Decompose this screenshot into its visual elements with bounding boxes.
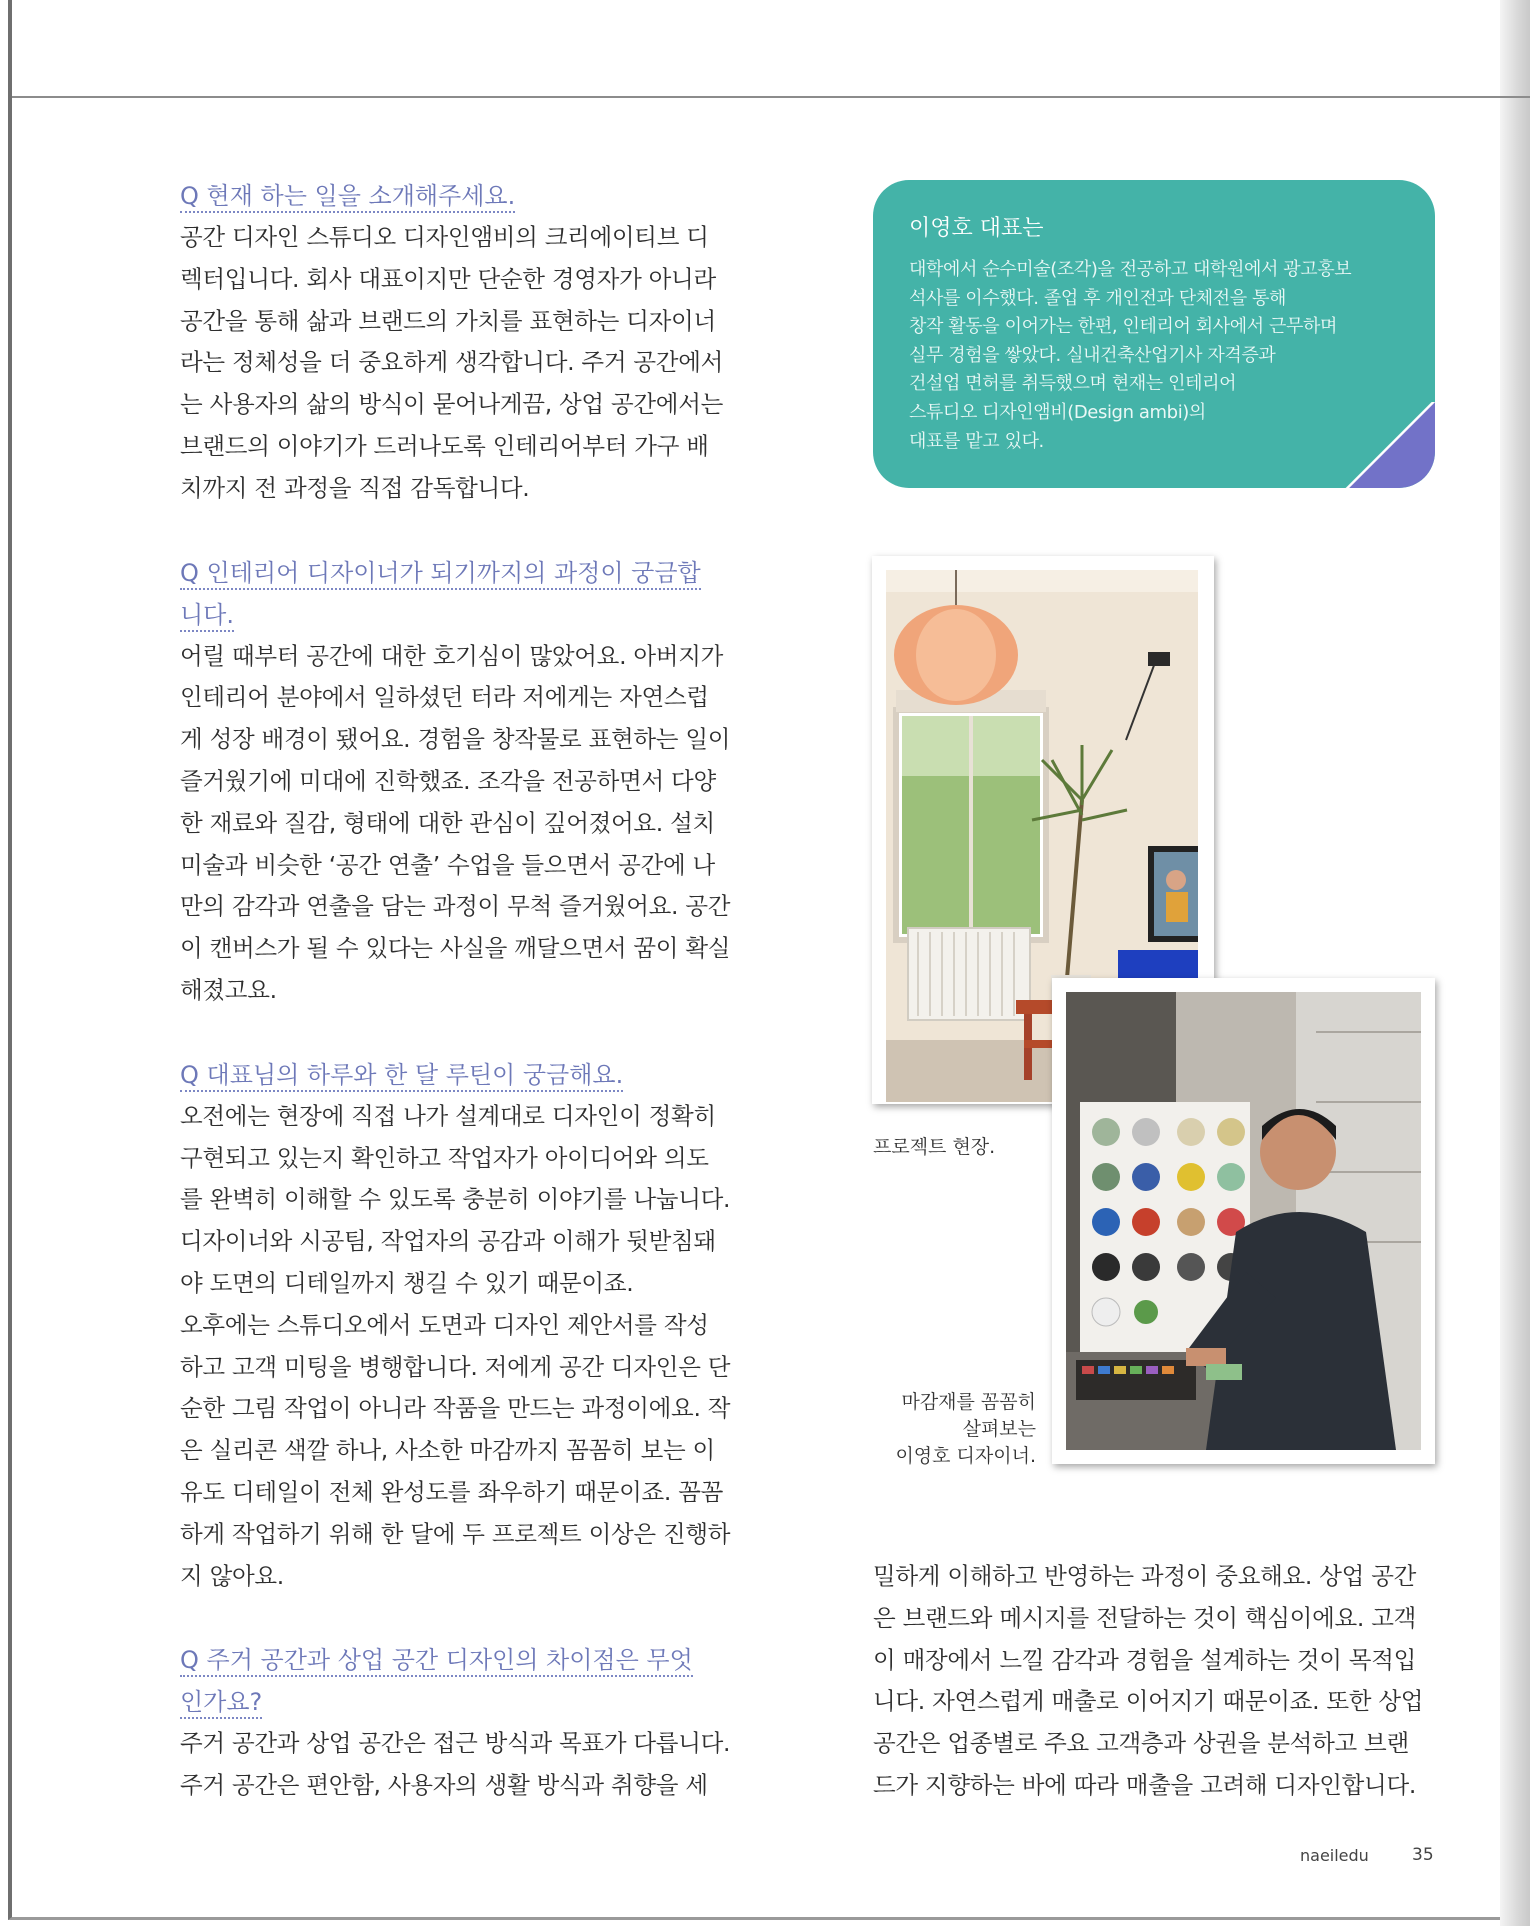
answer-line: 만의 감각과 연출을 담는 과정이 무척 즐거웠어요. 공간 bbox=[180, 892, 731, 921]
left-column bbox=[180, 175, 740, 1849]
answer-line: 치까지 전 과정을 직접 감독합니다. bbox=[180, 473, 530, 502]
answer-line: 유도 디테일이 전체 완성도를 좌우하기 때문이죠. 꼼꼼 bbox=[180, 1477, 724, 1506]
answer-4 bbox=[180, 1723, 740, 1807]
right-column bbox=[873, 1556, 1435, 1807]
answer-line: 인테리어 분야에서 일하셨던 터라 저에게는 자연스럽 bbox=[180, 683, 709, 712]
answer-line: 하게 작업하기 위해 한 달에 두 프로젝트 이상은 진행하 bbox=[180, 1519, 731, 1548]
answer-line: 는 사용자의 삶의 방식이 묻어나게끔, 상업 공간에서는 bbox=[180, 390, 724, 419]
answer-line: 이 매장에서 느낄 감각과 경험을 설계하는 것이 목적입 bbox=[873, 1645, 1417, 1674]
answer-line: 순한 그림 작업이 아니라 작품을 만드는 과정이에요. 작 bbox=[180, 1394, 731, 1423]
answer-line: 주거 공간과 상업 공간은 접근 방식과 목표가 다릅니다. bbox=[180, 1729, 731, 1758]
answer-line: 해졌고요. bbox=[180, 975, 277, 1004]
answer-line: 한 재료와 질감, 형태에 대한 관심이 깊어졌어요. 설치 bbox=[180, 808, 715, 837]
answer-line: 공간 디자인 스튜디오 디자인앰비의 크리에이티브 디 bbox=[180, 223, 709, 251]
answer-line: 구현되고 있는지 확인하고 작업자가 아이디어와 의도 bbox=[180, 1143, 709, 1172]
question-line: 니다. bbox=[180, 601, 234, 632]
profile-line: 실무 경험을 쌓았다. 실내건축산업기사 자격증과 bbox=[909, 344, 1276, 366]
profile-line: 스튜디오 디자인앰비(Design ambi)의 bbox=[909, 401, 1206, 423]
page-edge-shadow bbox=[1500, 0, 1530, 1926]
profile-line: 대학에서 순수미술(조각)을 전공하고 대학원에서 광고홍보 bbox=[909, 259, 1352, 280]
answer-line: 디자이너와 시공팀, 작업자의 공감과 이해가 뒷받침돼 bbox=[180, 1227, 716, 1256]
answer-line: 은 실리콘 색깔 하나, 사소한 마감까지 꼼꼼히 보는 이 bbox=[180, 1436, 715, 1465]
caption-line: 살펴보는 bbox=[962, 1418, 1036, 1440]
question-4 bbox=[180, 1639, 740, 1723]
profile-box bbox=[873, 180, 1435, 488]
page-number: 35 bbox=[1412, 1845, 1434, 1865]
designer-photo bbox=[1052, 978, 1435, 1464]
answer-line: 야 도면의 디테일까지 챙길 수 있기 때문이죠. bbox=[180, 1268, 634, 1297]
profile-body bbox=[909, 256, 1401, 456]
answer-line: 주거 공간은 편안함, 사용자의 생활 방식과 취향을 세 bbox=[180, 1771, 708, 1800]
question-line: 인가요? bbox=[180, 1688, 262, 1719]
answer-line: 지 않아요. bbox=[180, 1561, 284, 1590]
designer-illustration bbox=[1066, 992, 1421, 1450]
answer-3 bbox=[180, 1096, 740, 1598]
profile-line: 석사를 이수했다. 졸업 후 개인전과 단체전을 통해 bbox=[909, 287, 1287, 309]
header-rule bbox=[12, 96, 1530, 98]
question-line: Q 인테리어 디자이너가 되기까지의 과정이 궁금합 bbox=[180, 559, 701, 590]
continued-answer bbox=[873, 1556, 1435, 1807]
designer-caption bbox=[860, 1389, 1036, 1470]
answer-line: 렉터입니다. 회사 대표이지만 단순한 경영자가 아니라 bbox=[180, 264, 716, 293]
answer-line: 게 성장 배경이 됐어요. 경험을 창작물로 표현하는 일이 bbox=[180, 725, 731, 754]
answer-line: 미술과 비슷한 ‘공간 연출’ 수업을 들으면서 공간에 나 bbox=[180, 850, 715, 879]
answer-line: 를 완벽히 이해할 수 있도록 충분히 이야기를 나눕니다. bbox=[180, 1185, 731, 1214]
profile-title: 이영호 대표는 bbox=[909, 216, 1044, 241]
answer-line: 공간은 업종별로 주요 고객층과 상권을 분석하고 브랜 bbox=[873, 1729, 1409, 1758]
answer-line: 하고 고객 미팅을 병행합니다. 저에게 공간 디자인은 단 bbox=[180, 1352, 731, 1381]
answer-line: 이 캔버스가 될 수 있다는 사실을 깨달으면서 꿈이 확실 bbox=[180, 934, 731, 963]
answer-line: 밀하게 이해하고 반영하는 과정이 중요해요. 상업 공간 bbox=[873, 1562, 1417, 1590]
profile-line: 대표를 맡고 있다. bbox=[909, 430, 1044, 452]
answer-line: 오전에는 현장에 직접 나가 설계대로 디자인이 정확히 bbox=[180, 1101, 716, 1130]
profile-line: 건설업 면허를 취득했으며 현재는 인테리어 bbox=[909, 373, 1237, 395]
qa-block-3 bbox=[180, 1054, 740, 1598]
answer-line: 라는 정체성을 더 중요하게 생각합니다. 주거 공간에서 bbox=[180, 348, 724, 377]
question-1 bbox=[180, 175, 740, 217]
answer-line: 은 브랜드와 메시지를 전달하는 것이 핵심이에요. 고객 bbox=[873, 1603, 1417, 1632]
qa-block-2 bbox=[180, 552, 740, 1012]
qa-block-1 bbox=[180, 175, 740, 510]
answer-line: 오후에는 스튜디오에서 도면과 디자인 제안서를 작성 bbox=[180, 1310, 709, 1339]
answer-1 bbox=[180, 217, 740, 510]
answer-line: 즐거웠기에 미대에 진학했죠. 조각을 전공하면서 다양 bbox=[180, 766, 716, 795]
caption-line: 이영호 디자이너. bbox=[895, 1445, 1036, 1467]
designer-image bbox=[1066, 992, 1421, 1450]
footer-brand: naeiledu bbox=[1300, 1846, 1369, 1865]
answer-line: 니다. 자연스럽게 매출로 이어지기 때문이죠. 또한 상업 bbox=[873, 1687, 1424, 1716]
caption-line: 마감재를 꼼꼼히 bbox=[901, 1391, 1036, 1413]
page-curl-decoration bbox=[1345, 402, 1435, 488]
qa-block-4 bbox=[180, 1639, 740, 1807]
answer-line: 드가 지향하는 바에 따라 매출을 고려해 디자인합니다. bbox=[873, 1770, 1417, 1799]
project-site-caption: 프로젝트 현장. bbox=[873, 1136, 996, 1158]
question-line: Q 주거 공간과 상업 공간 디자인의 차이점은 무엇 bbox=[180, 1646, 693, 1677]
question-line: Q 현재 하는 일을 소개해주세요. bbox=[180, 182, 515, 213]
answer-line: 어릴 때부터 공간에 대한 호기심이 많았어요. 아버지가 bbox=[180, 641, 724, 670]
question-3 bbox=[180, 1054, 740, 1096]
question-2 bbox=[180, 552, 740, 636]
question-line: Q 대표님의 하루와 한 달 루틴이 궁금해요. bbox=[180, 1061, 623, 1092]
answer-2 bbox=[180, 636, 740, 1012]
answer-line: 공간을 통해 삶과 브랜드의 가치를 표현하는 디자이너 bbox=[180, 306, 716, 335]
profile-line: 창작 활동을 이어가는 한편, 인테리어 회사에서 근무하며 bbox=[909, 316, 1337, 338]
answer-line: 브랜드의 이야기가 드러나도록 인테리어부터 가구 배 bbox=[180, 431, 709, 460]
